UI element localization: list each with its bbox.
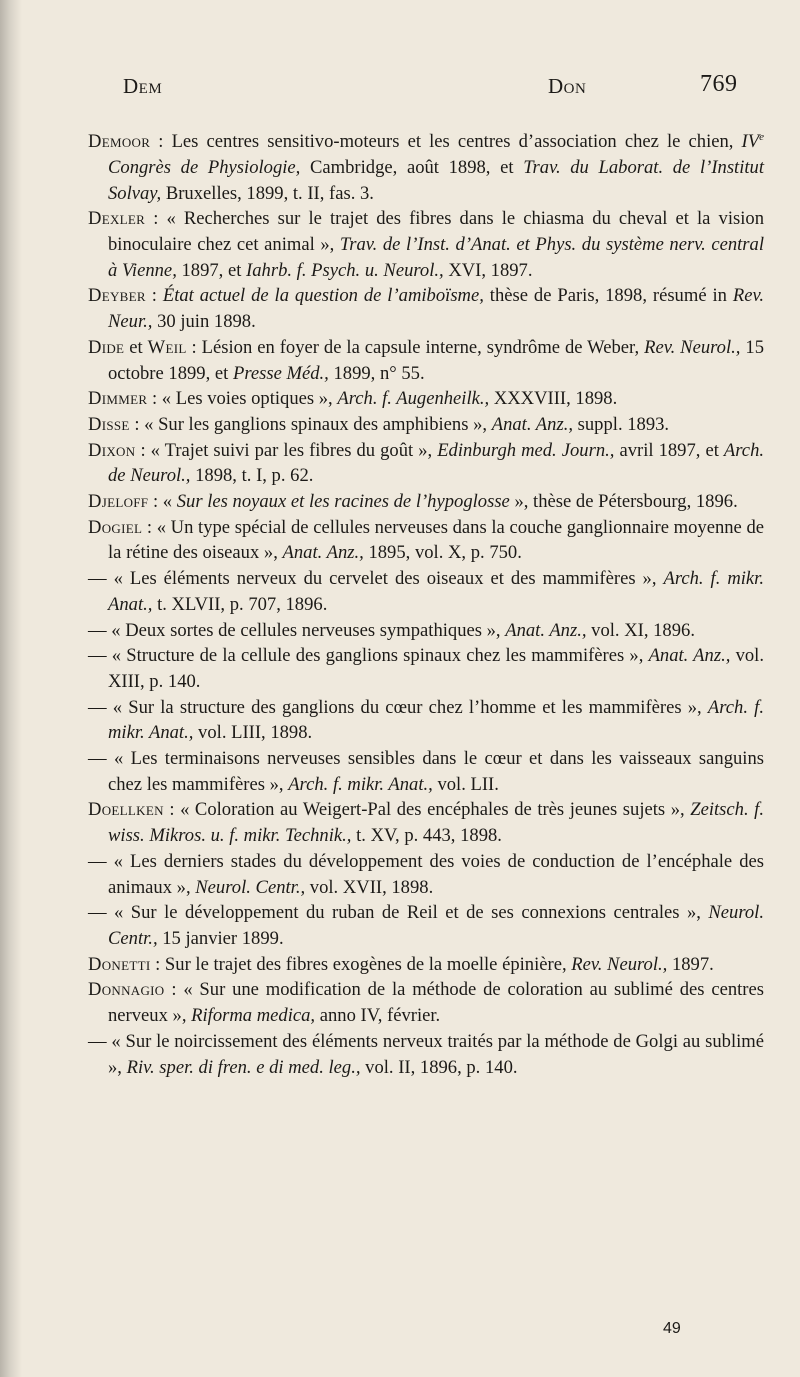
entry-text: vol. II, 1896, p. 140. xyxy=(360,1056,518,1078)
entry-text: — « Les éléments nerveux du cervelet des oiseaux et des mammifères », xyxy=(88,568,664,590)
entry-text: — « Structure de la cellule des ganglions spinaux chez les mammifères », xyxy=(88,645,649,667)
bibliography-entry xyxy=(88,335,764,386)
entry-text: Bruxelles, 1899, t. II, fas. 3. xyxy=(161,182,374,204)
entry-text: : Sur le trajet des fibres exogènes de la moelle épinière, xyxy=(150,953,572,975)
entry-italic-title: Rev. Neurol., xyxy=(644,336,741,358)
entry-italic-title: Arch. f. mikr. Anat., xyxy=(288,773,433,795)
entry-author: Deyber xyxy=(88,285,146,307)
bibliography-entry xyxy=(88,952,764,978)
entry-text: suppl. 1893. xyxy=(573,413,670,435)
entry-text: — « Les derniers stades du développement des voies de conduction de l’encéphale des animaux », xyxy=(88,850,764,898)
entry-italic-title: Anat. Anz., xyxy=(282,542,364,564)
entry-italic-title: Trav. de l’Inst. d’Anat. et Phys. du système nerv. central à Vienne, xyxy=(108,234,764,281)
entry-text: — « Sur la structure des ganglions du cœur chez l’homme et les mammifères », xyxy=(88,696,708,718)
entry-italic-title: Congrès de Physiologie, xyxy=(108,156,301,178)
running-head-last-word: Don xyxy=(548,74,587,98)
entry-italic-title: Riforma medica, xyxy=(191,1005,316,1027)
entry-text: vol. XVII, 1898. xyxy=(305,876,434,898)
entry-text: : « Trajet suivi par les fibres du goût », xyxy=(135,439,438,461)
bibliography-entry xyxy=(88,618,764,644)
bibliography-entry xyxy=(88,746,764,797)
binding-gutter-shadow xyxy=(0,0,22,1377)
entry-text: vol. LIII, 1898. xyxy=(193,722,313,744)
bibliography-entry xyxy=(88,206,764,283)
entry-italic-title: Zeitsch. f. wiss. Mikros. u. f. mikr. Technik., xyxy=(108,799,764,847)
entry-author: Donnagio xyxy=(88,979,165,1001)
entry-text: : « Sur les ganglions spinaux des amphibiens », xyxy=(129,413,492,435)
entry-italic-title: Neurol. Centr., xyxy=(108,902,764,949)
bibliography-entry xyxy=(88,515,764,566)
bibliography-entry xyxy=(88,489,764,515)
entry-text: XXXVIII, 1898. xyxy=(489,388,618,410)
entry-text: — « Sur le développement du ruban de Reil et de ses connexions centrales », xyxy=(88,902,709,924)
entry-text: : Lésion en foyer de la capsule interne, syndrôme de Weber, xyxy=(186,336,645,358)
entry-text: vol. LII. xyxy=(432,773,499,795)
entry-italic-title: État actuel de la question de l’amiboïsme, xyxy=(162,285,484,307)
running-head-first-word: Dem xyxy=(123,74,163,98)
entry-italic-title: Trav. du Laborat. de l’Institut Solvay, xyxy=(108,156,765,204)
entry-text: avril 1897, et xyxy=(614,439,724,461)
entry-italic-title: Edinburgh med. Journ., xyxy=(437,439,615,461)
entry-text: vol. XIII, p. 140. xyxy=(108,645,764,692)
entry-text: 1897. xyxy=(667,953,714,975)
signature-mark: 49 xyxy=(663,1320,681,1337)
running-head xyxy=(0,60,800,100)
bibliography-entry xyxy=(88,566,764,617)
entry-italic-title: Sur les noyaux et les racines de l’hypoglosse xyxy=(176,491,510,513)
bibliography-entry xyxy=(88,1029,764,1080)
entry-author: Djeloff xyxy=(88,491,149,513)
bibliography-list xyxy=(88,125,764,1080)
entry-italic-title: Arch. de Neurol., xyxy=(108,439,765,487)
bibliography-entry xyxy=(88,125,764,206)
entry-text: : Les centres sensitivo-moteurs et les centres d’association chez le chien, xyxy=(150,131,742,153)
entry-italic-title: Presse Méd., xyxy=(232,362,329,384)
entry-author: Doellken xyxy=(88,799,164,821)
entry-text: vol. XI, 1896. xyxy=(586,619,695,641)
bibliography-entry xyxy=(88,849,764,900)
entry-text: : « Un type spécial de cellules nerveuses dans la couche ganglionnaire moyenne de la rétine des oiseaux », xyxy=(108,516,764,564)
entry-coauthor: Weil xyxy=(147,336,187,358)
entry-text: et xyxy=(124,336,148,358)
entry-text: — « Sur le noircissement des éléments nerveux traités par la méthode de Golgi au sublimé », xyxy=(88,1030,764,1078)
entry-author: Disse xyxy=(88,413,130,435)
entry-italic-title: Arch. f. Augenheilk., xyxy=(337,388,490,410)
entry-superscript: e xyxy=(759,131,764,143)
entry-text: : « xyxy=(148,491,177,513)
entry-italic-title: Neurol. Centr., xyxy=(195,876,306,898)
entry-text: 1899, n° 55. xyxy=(328,362,425,384)
bibliography-entry xyxy=(88,977,764,1028)
bibliography-entry xyxy=(88,695,764,746)
entry-text: », thèse de Pétersbourg, 1896. xyxy=(509,491,738,513)
entry-text: anno IV, février. xyxy=(315,1005,441,1027)
entry-text: : « Les voies optiques », xyxy=(147,388,338,410)
entry-text: — « Deux sortes de cellules nerveuses sympathiques », xyxy=(88,619,506,641)
bibliography-entry xyxy=(88,797,764,848)
bibliography-entry xyxy=(88,386,764,412)
entry-italic-title: Arch. f. mikr. Anat., xyxy=(108,696,764,744)
entry-text: t. XV, p. 443, 1898. xyxy=(351,825,502,847)
entry-text: 30 juin 1898. xyxy=(152,311,256,333)
bibliography-entry xyxy=(88,900,764,951)
entry-italic-title: Rev. Neur., xyxy=(108,285,765,333)
page-number: 769 xyxy=(700,71,738,97)
entry-text: 1897, et xyxy=(176,259,247,281)
entry-italic-title: Anat. Anz., xyxy=(648,645,731,667)
entry-italic-title: Anat. Anz., xyxy=(491,413,573,435)
entry-italic-title: Anat. Anz., xyxy=(505,619,587,641)
entry-italic-title: Iahrb. f. Psych. u. Neurol., xyxy=(246,259,444,281)
entry-text: thèse de Paris, 1898, résumé in xyxy=(483,285,733,307)
entry-text: 15 janvier 1899. xyxy=(157,927,284,949)
entry-text: t. XLVII, p. 707, 1896. xyxy=(152,593,328,615)
entry-text: XVI, 1897. xyxy=(443,259,533,281)
entry-text: : xyxy=(145,285,163,307)
entry-author: Dogiel xyxy=(88,516,143,538)
entry-author: Dide xyxy=(88,336,125,358)
entry-text: : « Coloration au Weigert-Pal des encéphales de très jeunes sujets », xyxy=(163,799,691,821)
entry-text: 1898, t. I, p. 62. xyxy=(190,465,314,487)
entry-text: 15 octobre 1899, et xyxy=(108,336,764,384)
entry-text: : « Recherches sur le trajet des fibres dans le chiasma du cheval et la vision binoculaire chez cet animal », xyxy=(108,208,764,255)
bibliography-entry xyxy=(88,643,764,694)
entry-author: Demoor xyxy=(88,131,151,153)
entry-text: — « Les terminaisons nerveuses sensibles dans le cœur et dans les vaisseaux sanguins chez les mammifères », xyxy=(88,748,764,795)
entry-author: Dexler xyxy=(88,208,146,230)
bibliography-entry xyxy=(88,283,764,334)
entry-italic-title: Riv. sper. di fren. e di med. leg., xyxy=(126,1056,361,1078)
entry-italic-title: Arch. f. mikr. Anat., xyxy=(108,568,765,615)
bibliography-entry xyxy=(88,412,764,438)
entry-text: Cambridge, août 1898, et xyxy=(300,156,524,178)
entry-author: Dixon xyxy=(88,439,136,461)
entry-author: Donetti xyxy=(88,953,151,975)
bibliography-entry xyxy=(88,438,764,489)
entry-italic-title: IV xyxy=(741,131,760,153)
entry-author: Dimmer xyxy=(88,388,148,410)
entry-text: : « Sur une modification de la méthode de coloration au sublimé des centres nerveux », xyxy=(108,979,764,1027)
entry-text: 1895, vol. X, p. 750. xyxy=(363,542,522,564)
entry-italic-title: Rev. Neurol., xyxy=(571,953,668,975)
